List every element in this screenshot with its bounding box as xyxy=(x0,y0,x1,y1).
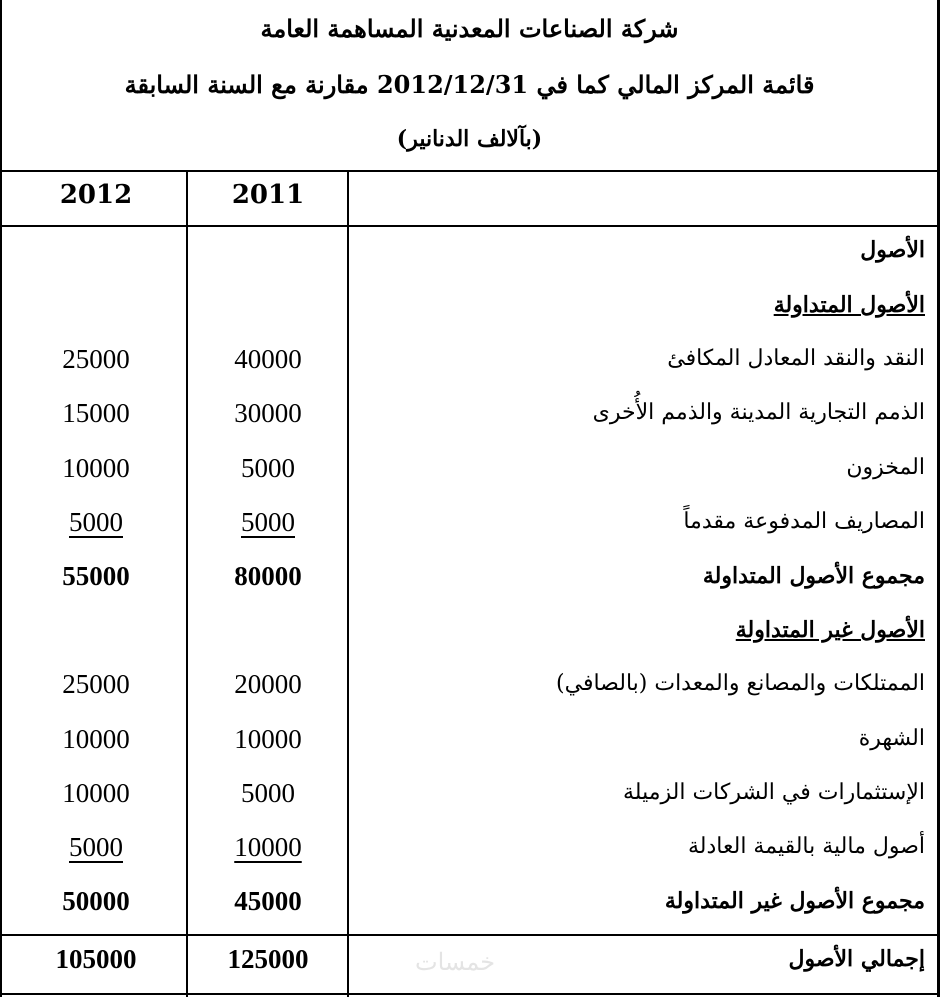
company-name: شركة الصناعات المعدنية المساهمة العامة xyxy=(260,14,679,43)
column-header-2012: 2012 xyxy=(59,180,133,210)
value-2012: 15000 xyxy=(62,398,130,428)
row-label: الشهرة xyxy=(858,726,925,751)
total-2012: 105000 xyxy=(55,944,137,974)
table-row xyxy=(2,392,937,442)
table-row xyxy=(2,501,937,551)
table-row xyxy=(2,880,937,930)
table-row xyxy=(2,609,937,659)
value-2012: 10000 xyxy=(62,778,130,808)
statement-title: قائمة المركز المالي كما في 2012/12/31 مقارنة مع السنة السابقة xyxy=(124,70,815,99)
value-2012: 5000 xyxy=(69,507,123,537)
value-2011: 10000 xyxy=(234,832,302,862)
column-header-2011: 2011 xyxy=(231,180,305,210)
value-2011: 5000 xyxy=(241,778,295,808)
value-2011: 5000 xyxy=(241,507,295,537)
table-row xyxy=(2,447,937,497)
value-2012: 10000 xyxy=(62,724,130,754)
table-row xyxy=(2,284,937,334)
subtotal-2011: 80000 xyxy=(234,561,302,591)
statement-header xyxy=(2,0,937,172)
total-divider xyxy=(2,934,937,936)
table-row xyxy=(2,663,937,713)
currency-unit: (بآلالف الدنانير) xyxy=(396,126,543,152)
total-label: إجمالي الأصول xyxy=(788,946,925,972)
row-label: الذمم التجارية المدينة والذمم الأُخرى xyxy=(592,400,925,425)
section-heading: الأصول غير المتداولة xyxy=(735,617,925,643)
watermark: خمسات xyxy=(415,948,496,976)
section-heading: الأصول المتداولة xyxy=(773,292,925,318)
value-2011: 5000 xyxy=(241,453,295,483)
table-row xyxy=(2,338,937,388)
row-label: أصول مالية بالقيمة العادلة xyxy=(688,834,925,859)
subtotal-label: مجموع الأصول غير المتداولة xyxy=(664,888,925,914)
subtotal-2011: 45000 xyxy=(234,886,302,916)
value-2011: 30000 xyxy=(234,398,302,428)
row-label: الإستثمارات في الشركات الزميلة xyxy=(623,780,925,805)
value-2011: 20000 xyxy=(234,669,302,699)
bottom-border xyxy=(2,993,937,995)
value-2012: 25000 xyxy=(62,344,130,374)
total-2011: 125000 xyxy=(227,944,309,974)
table-row xyxy=(2,229,937,279)
value-2012: 10000 xyxy=(62,453,130,483)
value-2012: 5000 xyxy=(69,832,123,862)
header-divider xyxy=(2,225,937,227)
table-row xyxy=(2,555,937,605)
subtotal-2012: 50000 xyxy=(62,886,130,916)
row-label: المخزون xyxy=(846,455,925,480)
value-2012: 25000 xyxy=(62,669,130,699)
table-row xyxy=(2,772,937,822)
row-label: الممتلكات والمصانع والمعدات (بالصافي) xyxy=(556,671,925,696)
row-label: الأصول xyxy=(860,237,925,263)
subtotal-2012: 55000 xyxy=(62,561,130,591)
table-row xyxy=(2,826,937,876)
subtotal-label: مجموع الأصول المتداولة xyxy=(702,563,925,589)
table-row xyxy=(2,718,937,768)
row-label: النقد والنقد المعادل المكافئ xyxy=(667,346,925,371)
row-label: المصاريف المدفوعة مقدماً xyxy=(683,509,925,534)
value-2011: 40000 xyxy=(234,344,302,374)
value-2011: 10000 xyxy=(234,724,302,754)
